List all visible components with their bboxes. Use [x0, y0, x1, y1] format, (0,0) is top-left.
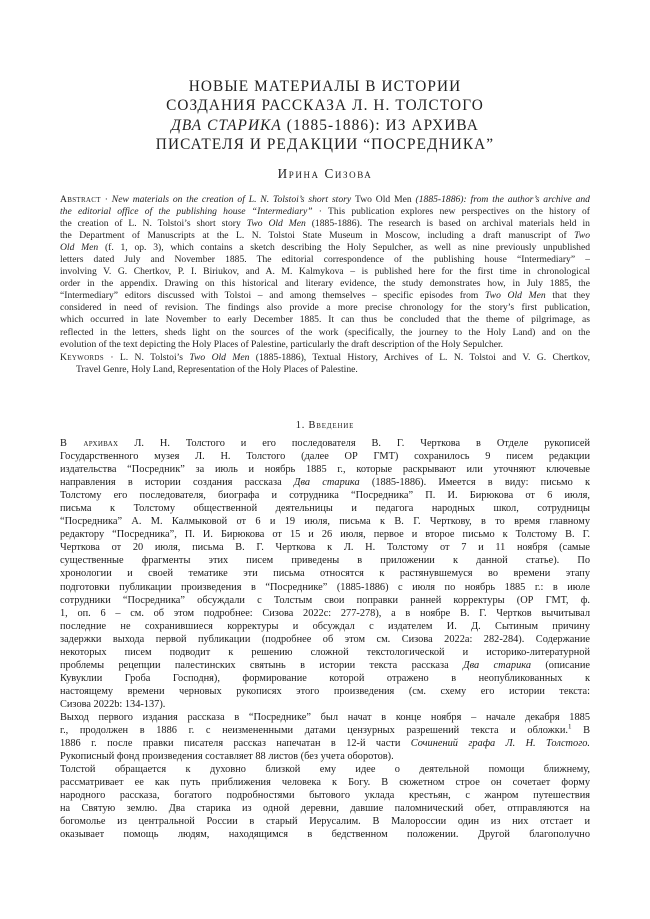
text-run: “Посредника” А. М. Калмыковой от 6 и 19 июля, письма к В. Г. Черткову, в то время главному — [60, 516, 590, 528]
text-run: Кувуклии Гроба Господня), формирование которой отражено в неопубликованных к — [60, 672, 590, 684]
text-run: Л. Н. Толстого и его последователя В. Г. Черткова в Отделе рукописей — [118, 438, 590, 449]
small-caps-text: Abstract — [60, 194, 101, 205]
text-line — [60, 672, 590, 685]
text-run: which occurred in late November to early December 1885. It can thus be concluded that the theme of pilgrimage, as — [60, 314, 590, 326]
text-line — [60, 541, 590, 554]
italic-text: (1885-1886): from the author’s archive and — [411, 194, 590, 205]
text-run: 1, оп. 6 – см. об этом подробнее: Сизова 2022c: 277-278), а в ноябре В. Г. Чертков вычитывал — [60, 607, 590, 619]
text-line — [60, 364, 590, 376]
small-caps-text: В архивах — [60, 438, 119, 449]
text-line — [60, 802, 590, 815]
text-line — [60, 206, 590, 218]
text-run: оказывает помощь людям, находящимся в бедственном положении. Другой благополучно — [60, 829, 590, 841]
text-run: Two Old Men — [355, 194, 412, 205]
italic-text: Two Old Men — [485, 290, 546, 302]
italic-text: Two — [574, 230, 590, 242]
italic-text: Два старика — [463, 659, 531, 671]
text-run: последние не сохранившиеся корректуры и обсуждал с издателем И. Д. Сытиным причину — [60, 620, 590, 632]
italic-text: the editorial office of the publishing house “Intermediary” — [60, 206, 313, 218]
italic-text: Old Men — [60, 242, 99, 254]
text-run: народного рассказа, богатого подробностями бытового уклада крестьян, с жанром путешествия — [60, 790, 590, 802]
text-line — [60, 352, 590, 364]
text-run: письма к Толстому общественной деятельницы и педагога народных школ, сотрудницы — [60, 503, 590, 515]
section-heading: 1. Введение — [295, 420, 355, 431]
text-run: the creation of L. N. Tolstoi’s short story — [60, 218, 247, 230]
text-line — [60, 502, 590, 515]
text-run: Рукописный фонд произведения составляет 88 листов (без учета оборотов). — [60, 751, 394, 763]
text-line — [60, 685, 590, 698]
text-run: Выход первого издания рассказа в “Посреднике” был начат в конце ноября – начале декабря 1885 — [60, 711, 590, 723]
text-line — [60, 266, 590, 278]
text-line — [60, 290, 590, 302]
italic-text: Two Old Men — [246, 218, 306, 230]
text-line — [60, 327, 590, 339]
italic-text: Два старика — [293, 477, 360, 489]
text-line — [60, 698, 590, 711]
text-line — [60, 567, 590, 580]
text-line — [60, 594, 590, 607]
title-line-4: ПИСАТЕЛЯ И РЕДАКЦИИ “ПОСРЕДНИКА” — [155, 136, 495, 154]
text-line — [60, 242, 590, 254]
text-line — [60, 633, 590, 646]
text-run: “Intermediary” editors discussed with Tolstoi – and among themselves – specific episodes from — [60, 290, 486, 302]
abstract — [60, 194, 590, 351]
text-run: (f. 1, op. 3), which contains a sketch describing the Holy Sepulcher, as well as nine previously unpublished — [98, 242, 590, 254]
text-run: (1885-1886), Textual History, Archives of L. N. Tolstoi and V. G. Chertkov, — [249, 352, 590, 363]
italic-text: Two Old Men — [189, 352, 250, 363]
author-name: Ирина Сизова — [277, 166, 373, 181]
footnote-ref: 1 — [567, 724, 572, 731]
text-run: (описание — [531, 659, 590, 671]
text-run: · This publication explores new perspectives on the history of — [312, 206, 590, 218]
text-line — [60, 776, 590, 789]
text-line — [60, 314, 590, 326]
text-run: рассматривает ее как путь приближения человека к Богу. В сюжетном строе он сочетает форму — [60, 777, 590, 789]
title-line-3 — [60, 116, 590, 135]
text-run: (1885-1886). Имеется в виду: письмо к — [359, 477, 590, 489]
text-run: Толстому его последователя, биографа и сотрудника “Посредника” П. И. Бирюкова от 6 июля, — [60, 490, 590, 502]
text-line — [60, 750, 590, 763]
text-run: Черткова от 20 июля, письма В. Г. Черткова к Л. Н. Толстому от 7 и 11 ноября (самые — [60, 542, 590, 554]
text-run: Сизова 2022b: 134-137). — [60, 698, 166, 710]
text-run: некоторых писем подводит к решению сложной текстологической и историко-литературной — [60, 646, 590, 658]
title-line-3-rest: (1885-1886): ИЗ АРХИВА — [281, 116, 479, 134]
text-run: богомолье из центральной России в старый Иерусалим. В Малороссии один из них отстает и — [60, 816, 590, 828]
text-line — [60, 476, 590, 489]
text-line — [60, 554, 590, 567]
article-title — [60, 77, 590, 155]
text-line — [60, 437, 590, 450]
text-run: проблемы рецепции палестинских святынь в истории текста рассказа — [60, 659, 464, 671]
keywords — [60, 352, 590, 376]
text-run: настоящему времени черновых рукописях этого произведения (см. схему его истории текста: — [60, 685, 590, 697]
text-line — [60, 278, 590, 290]
text-run: · L. N. Tolstoi’s — [103, 352, 190, 363]
body-text — [60, 437, 590, 841]
text-run: хронологии и своей тематике эти письма относятся к растянувшемуся во времени этапу — [60, 568, 590, 580]
text-run: существенные фрагменты этих писем приведены в приложении к данной статье). По — [60, 555, 590, 567]
text-run: Толстой обращается к духовно близкой ему идее о деятельной помощи ближнему, — [60, 764, 590, 776]
text-run: that they — [545, 290, 590, 302]
text-line — [60, 581, 590, 594]
text-line — [60, 302, 590, 314]
title-work-name: ДВА СТАРИКА — [171, 116, 282, 134]
text-run: подготовки публикации произведения в “Посреднике” (1885-1886) с июля по ноябрь 1885 г.: в июле — [60, 581, 590, 593]
text-run: involving V. G. Chertkov, P. I. Biriukov, and A. M. Kalmykova – is published here for the first time in chronological — [60, 266, 590, 278]
text-line — [60, 815, 590, 828]
text-run: редактору “Посредника”, П. И. Бирюкова от 15 и 26 июля, первое и второе письмо к Толстому В. Г. — [60, 529, 590, 541]
text-line — [60, 659, 590, 672]
text-line — [60, 450, 590, 463]
text-line — [60, 218, 590, 230]
text-run: · — [100, 194, 112, 205]
text-line — [60, 254, 590, 266]
text-line — [60, 724, 590, 737]
text-line — [60, 607, 590, 620]
text-run: letters dated July and November 1885. The editorial correspondence of the publishing house “Intermediary” – — [60, 254, 590, 266]
text-line — [60, 339, 590, 351]
text-run: г., продолжен в 1886 г. с неизмененными датами цензурных разрешений текста и обложки. — [60, 725, 568, 737]
text-run: задержки выхода первой публикации (подробнее об этом см. Сизова 2022a: 282-284). Содержание — [60, 633, 590, 645]
text-run: order in the appendix. Drawing on this historical and literary evidence, the study demonstrates how, in July 1885, the — [60, 278, 590, 290]
text-line — [60, 515, 590, 528]
text-run: направления в истории создания рассказа — [60, 477, 294, 489]
text-line — [60, 711, 590, 724]
text-line — [60, 789, 590, 802]
text-line — [60, 194, 590, 206]
text-run: evolution of the text depicting the Holy Places of Palestine, particularly the draft description of the Holy Sepulcher. — [60, 338, 504, 350]
text-line — [60, 463, 590, 476]
text-line — [60, 620, 590, 633]
italic-text: Сочинений графа Л. Н. Толстого. — [410, 738, 590, 750]
text-line — [60, 528, 590, 541]
text-run: (1885-1886). The research is based on archival materials held in — [305, 218, 590, 230]
text-run: Государственного музея Л. Н. Толстого (далее ОР ГМТ) сохранилось 9 писем редакции — [60, 451, 590, 463]
text-run: на Святую землю. Два старика из одной деревни, давшие паломнический обет, отправляются на — [60, 803, 590, 815]
text-line — [60, 763, 590, 776]
text-run: издательства “Посредник” за июль и ноябрь 1885 г., которые раскрывают или уточняют ключевые — [60, 464, 590, 476]
text-line — [60, 737, 590, 750]
text-run: considered in need of revision. The findings also provide a more precise chronology for the story’s first publication, — [60, 302, 590, 314]
title-line-2: СОЗДАНИЯ РАССКАЗА Л. Н. ТОЛСТОГО — [166, 97, 484, 115]
title-line-1: НОВЫЕ МАТЕРИАЛЫ В ИСТОРИИ — [188, 78, 462, 95]
italic-text: New materials on the creation of L. N. Tolstoi’s short story — [111, 194, 356, 205]
text-run: reflected in the letters, sheds light on the sources of the work (specifically, the journey to the Holy Land) and on the — [60, 326, 590, 338]
small-caps-text: Keywords — [60, 352, 104, 363]
text-run: сотрудники “Посредника” обсуждали с Толстым свои поправки ранней корректуры (ОР ГМТ, ф. — [60, 594, 590, 606]
text-run: the Department of Manuscripts at the L. N. Tolstoi State Museum in Moscow, including a draft manuscript of — [60, 230, 575, 242]
text-run: В — [571, 725, 590, 737]
text-run: Travel Genre, Holy Land, Representation of the Holy Places of Palestine. — [76, 364, 358, 376]
text-line — [60, 828, 590, 841]
text-line — [60, 646, 590, 659]
text-line — [60, 230, 590, 242]
text-line — [60, 489, 590, 502]
text-run: 1886 г. после правки писателя рассказ напечатан в 12-й части — [60, 738, 411, 750]
